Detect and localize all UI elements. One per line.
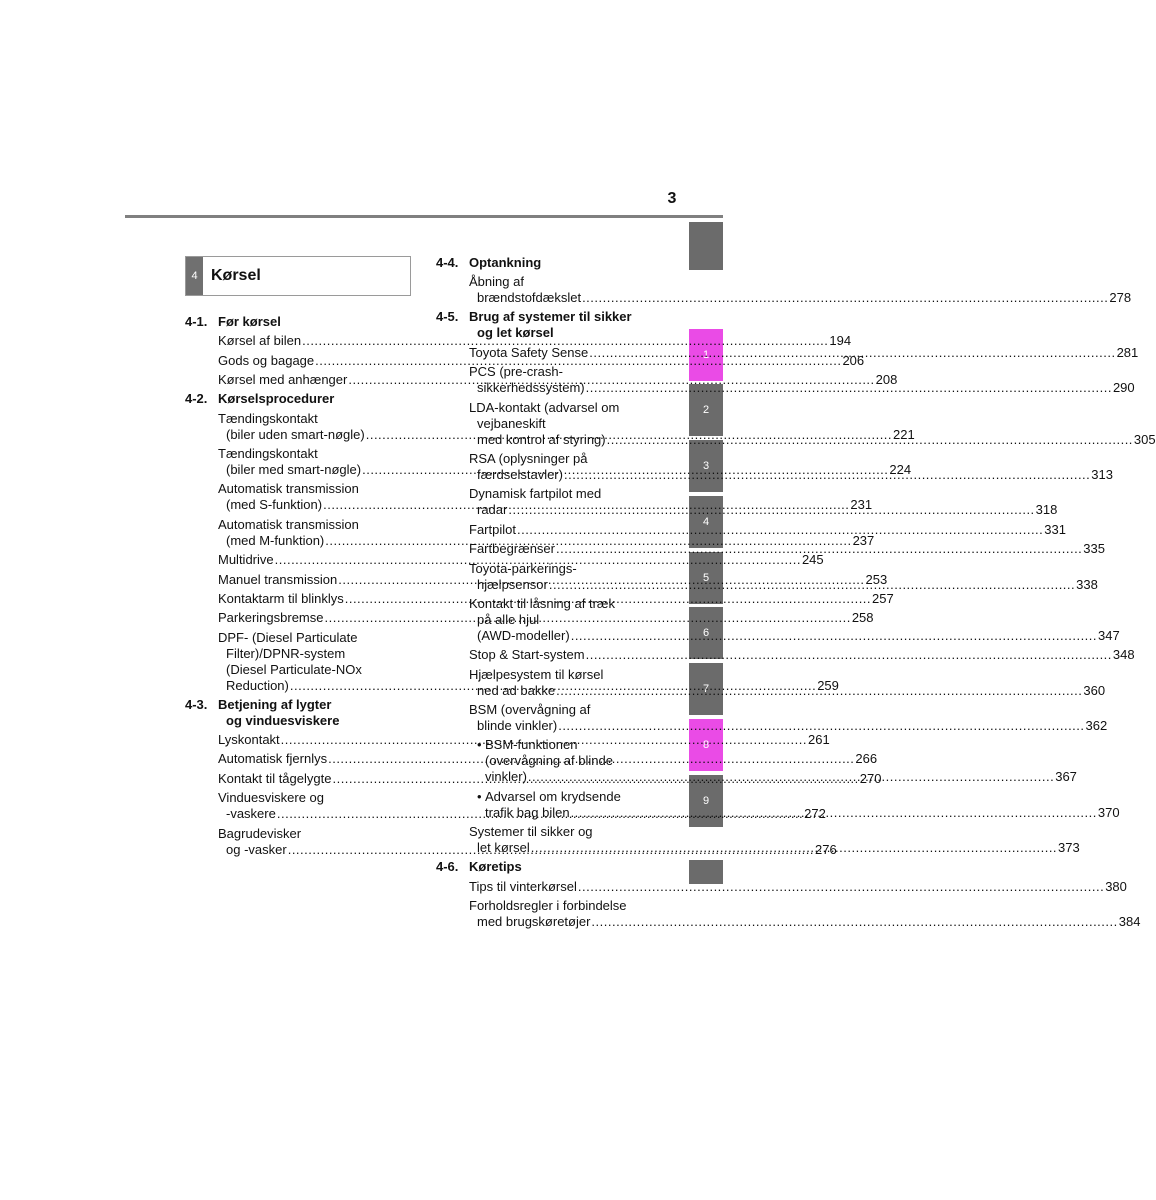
leader-dots xyxy=(531,840,1057,856)
section-heading xyxy=(185,391,403,407)
entry-text: (Diesel Particulate-NOx xyxy=(226,661,362,677)
toc-entry[interactable] xyxy=(469,274,1132,306)
section-heading xyxy=(185,697,403,729)
section-title: Før kørsel xyxy=(218,314,281,329)
section-heading xyxy=(436,255,654,271)
entry-text: Manuel transmission xyxy=(218,571,338,587)
toc-entry[interactable] xyxy=(469,541,1105,557)
entry-text: vinkler) xyxy=(485,769,527,785)
toc-entry[interactable] xyxy=(469,521,1066,538)
entry-text: Lyskontakt xyxy=(218,732,280,748)
leader-dots xyxy=(578,879,1104,895)
entry-text: Kontakt til låsning af træk xyxy=(469,595,615,611)
entry-text: (overvågning af blinde xyxy=(485,753,613,769)
section-title: og let kørsel xyxy=(477,325,554,341)
entry-text: Parkeringsbremse xyxy=(218,610,324,626)
leader-dots xyxy=(586,380,1112,396)
entry-page: 348 xyxy=(1112,647,1135,663)
entry-page: 367 xyxy=(1055,769,1077,785)
entry-page: 208 xyxy=(875,372,898,388)
entry-page: 305 xyxy=(1133,431,1156,447)
section-title: Brug af systemer til sikker xyxy=(469,309,632,325)
entry-text: hjælpsensor xyxy=(477,576,548,592)
section-title: Køretips xyxy=(469,859,522,875)
chapter-title: Kørsel xyxy=(211,267,261,284)
entry-page: 266 xyxy=(855,751,878,767)
entry-page: 362 xyxy=(1085,718,1108,734)
tab-8[interactable]: 8 xyxy=(689,719,723,771)
entry-text: Åbning af xyxy=(469,274,524,290)
entry-page: 259 xyxy=(817,677,839,693)
entry-text: Stop & Start-system xyxy=(469,647,585,663)
entry-text: Kørsel med anhænger xyxy=(218,372,348,388)
tab-2[interactable]: 2 xyxy=(689,384,723,436)
entry-page: 257 xyxy=(872,590,894,606)
entry-page: 290 xyxy=(1112,380,1135,396)
entry-text: (AWD-modeller) xyxy=(477,627,570,643)
section-number: 4-2. xyxy=(185,391,208,407)
tab-6[interactable]: 6 xyxy=(689,607,723,659)
entry-text: BSM (overvågning af xyxy=(469,702,591,718)
entry-text: RSA (oplysninger på xyxy=(469,450,588,466)
entry-text: Bagrudevisker xyxy=(218,825,302,841)
section-number: 4-1. xyxy=(185,314,208,329)
entry-text: sikkerhedssystem) xyxy=(477,380,585,396)
entry-text: Kørsel af bilen xyxy=(218,333,302,349)
leader-dots xyxy=(517,522,1043,538)
section-heading xyxy=(436,859,654,875)
entry-text: Hjælpesystem til kørsel xyxy=(469,666,604,682)
entry-text: Vinduesviskere og xyxy=(218,790,324,806)
entry-text: Reduction) xyxy=(226,677,289,693)
toc-entry[interactable] xyxy=(469,878,1127,895)
section-title: Betjening af lygter xyxy=(218,696,332,712)
entry-text: med kontrol af styring) xyxy=(477,431,606,447)
entry-text: DPF- (Diesel Particulate xyxy=(218,629,358,645)
entry-page: 237 xyxy=(852,532,875,548)
entry-page: 270 xyxy=(859,770,882,786)
entry-text: blinde vinkler) xyxy=(477,718,558,734)
leader-dots xyxy=(571,628,1097,644)
entry-text: Automatisk transmission xyxy=(218,516,359,532)
chapter-header xyxy=(185,256,411,296)
leader-dots xyxy=(589,345,1115,361)
leader-dots xyxy=(528,769,1054,785)
section-title: Kørselsprocedurer xyxy=(218,391,335,407)
entry-text: Multidrive xyxy=(218,552,274,568)
entry-page: 370 xyxy=(1097,804,1120,820)
entry-text: Toyota Safety Sense xyxy=(469,344,589,360)
tab-5[interactable]: 5 xyxy=(689,552,723,604)
leader-dots xyxy=(556,683,1082,699)
tab-blank-top[interactable] xyxy=(689,222,723,270)
section-number: 4-6. xyxy=(436,859,459,875)
entry-page: 313 xyxy=(1091,466,1113,482)
leader-dots xyxy=(591,914,1117,930)
tab-3[interactable]: 3 xyxy=(689,440,723,492)
entry-page: 224 xyxy=(889,461,912,477)
section-heading xyxy=(185,314,403,330)
entry-text: ned ad bakke xyxy=(477,682,556,698)
entry-text: (biler uden smart-nøgle) xyxy=(226,426,365,442)
entry-text: Automatisk transmission xyxy=(218,481,359,497)
entry-text: Tips til vinterkørsel xyxy=(469,878,577,894)
entry-text: LDA-kontakt (advarsel om xyxy=(469,399,620,415)
section-title: og vinduesviskere xyxy=(226,712,340,728)
entry-text: Tændingskontakt xyxy=(218,410,318,426)
entry-page: 206 xyxy=(842,352,865,368)
bullet: • xyxy=(477,788,482,804)
leader-dots xyxy=(564,467,1090,483)
entry-page: 258 xyxy=(851,610,874,626)
entry-text: Advarsel om krydsende xyxy=(485,788,621,804)
entry-page: 221 xyxy=(893,426,915,442)
section-title: Optankning xyxy=(469,255,542,270)
toc-entry[interactable] xyxy=(469,898,1141,930)
toc-entry[interactable] xyxy=(469,702,1108,734)
entry-text: med brugskøretøjer xyxy=(477,914,591,930)
entry-text: Toyota-parkerings- xyxy=(469,560,577,576)
entry-page: 360 xyxy=(1083,682,1106,698)
entry-text: brændstofdækslet xyxy=(477,290,582,306)
entry-text: let kørsel xyxy=(477,840,530,856)
entry-text: Systemer til sikker og xyxy=(469,824,593,840)
bullet: • xyxy=(477,737,482,753)
entry-text: Kontaktarm til blinklys xyxy=(218,590,344,606)
page-number: 3 xyxy=(667,190,677,207)
section-title-block xyxy=(218,697,403,729)
chapter-number: 4 xyxy=(186,257,203,295)
entry-text: Forholdsregler i forbindelse xyxy=(469,898,627,914)
entry-page: 338 xyxy=(1076,576,1098,592)
entry-page: 347 xyxy=(1098,627,1120,643)
header-rule xyxy=(125,215,723,218)
leader-dots xyxy=(549,577,1075,593)
entry-page: 272 xyxy=(804,806,826,822)
entry-text: (med M-funktion) xyxy=(226,532,325,548)
entry-page: 331 xyxy=(1044,521,1066,537)
entry-text: (med S-funktion) xyxy=(226,497,323,513)
entry-page: 281 xyxy=(1116,344,1139,360)
leader-dots xyxy=(586,647,1112,663)
entry-page: 245 xyxy=(801,552,824,568)
section-number: 4-3. xyxy=(185,696,208,712)
entry-page: 261 xyxy=(807,732,830,748)
tab-9[interactable]: 9 xyxy=(689,775,723,827)
entry-text: -vaskere xyxy=(226,806,276,822)
entry-text: Gods og bagage xyxy=(218,352,315,368)
entry-text: radar xyxy=(477,502,508,518)
section-number: 4-5. xyxy=(436,309,459,325)
entry-text: Tændingskontakt xyxy=(218,445,318,461)
leader-dots xyxy=(556,541,1082,557)
entry-page: 276 xyxy=(815,841,837,857)
entry-text: PCS (pre-crash- xyxy=(469,364,563,380)
entry-text: trafik bag bilen xyxy=(485,804,570,820)
entry-page: 231 xyxy=(850,497,873,513)
tab-4[interactable]: 4 xyxy=(689,496,723,548)
leader-dots xyxy=(582,290,1108,306)
entry-text: (biler med smart-nøgle) xyxy=(226,461,362,477)
entry-page: 384 xyxy=(1118,914,1141,930)
entry-text: Dynamisk fartpilot med xyxy=(469,486,602,502)
entry-page: 318 xyxy=(1035,502,1058,518)
entry-text: Fartbegrænser xyxy=(469,541,555,557)
leader-dots xyxy=(558,718,1084,734)
entry-page: 194 xyxy=(829,333,852,349)
entry-text: vejbaneskift xyxy=(477,415,546,431)
leader-dots xyxy=(571,805,1097,821)
entry-text: Kontakt til tågelygte xyxy=(218,770,332,786)
section-heading xyxy=(436,309,654,341)
entry-text: Automatisk fjernlys xyxy=(218,751,328,767)
toc-entry[interactable] xyxy=(469,647,1135,663)
tab-1[interactable]: 1 xyxy=(689,329,723,381)
entry-page: 373 xyxy=(1058,840,1080,856)
leader-dots xyxy=(607,432,1133,448)
entry-text: på alle hjul xyxy=(477,611,540,627)
tab-7[interactable]: 7 xyxy=(689,663,723,715)
entry-text: Fartpilot xyxy=(469,521,516,537)
entry-text: Filter)/DPNR-system xyxy=(226,645,346,661)
entry-page: 335 xyxy=(1083,541,1105,557)
entry-text: BSM-funktionen xyxy=(485,737,578,753)
leader-dots xyxy=(508,502,1034,518)
entry-text: og -vasker xyxy=(226,841,287,857)
entry-page: 253 xyxy=(865,571,888,587)
section-title-block xyxy=(469,309,654,341)
entry-page: 278 xyxy=(1109,290,1132,306)
section-number: 4-4. xyxy=(436,255,459,270)
entry-page: 380 xyxy=(1105,878,1127,894)
entry-text: færdselstavler) xyxy=(477,466,563,482)
